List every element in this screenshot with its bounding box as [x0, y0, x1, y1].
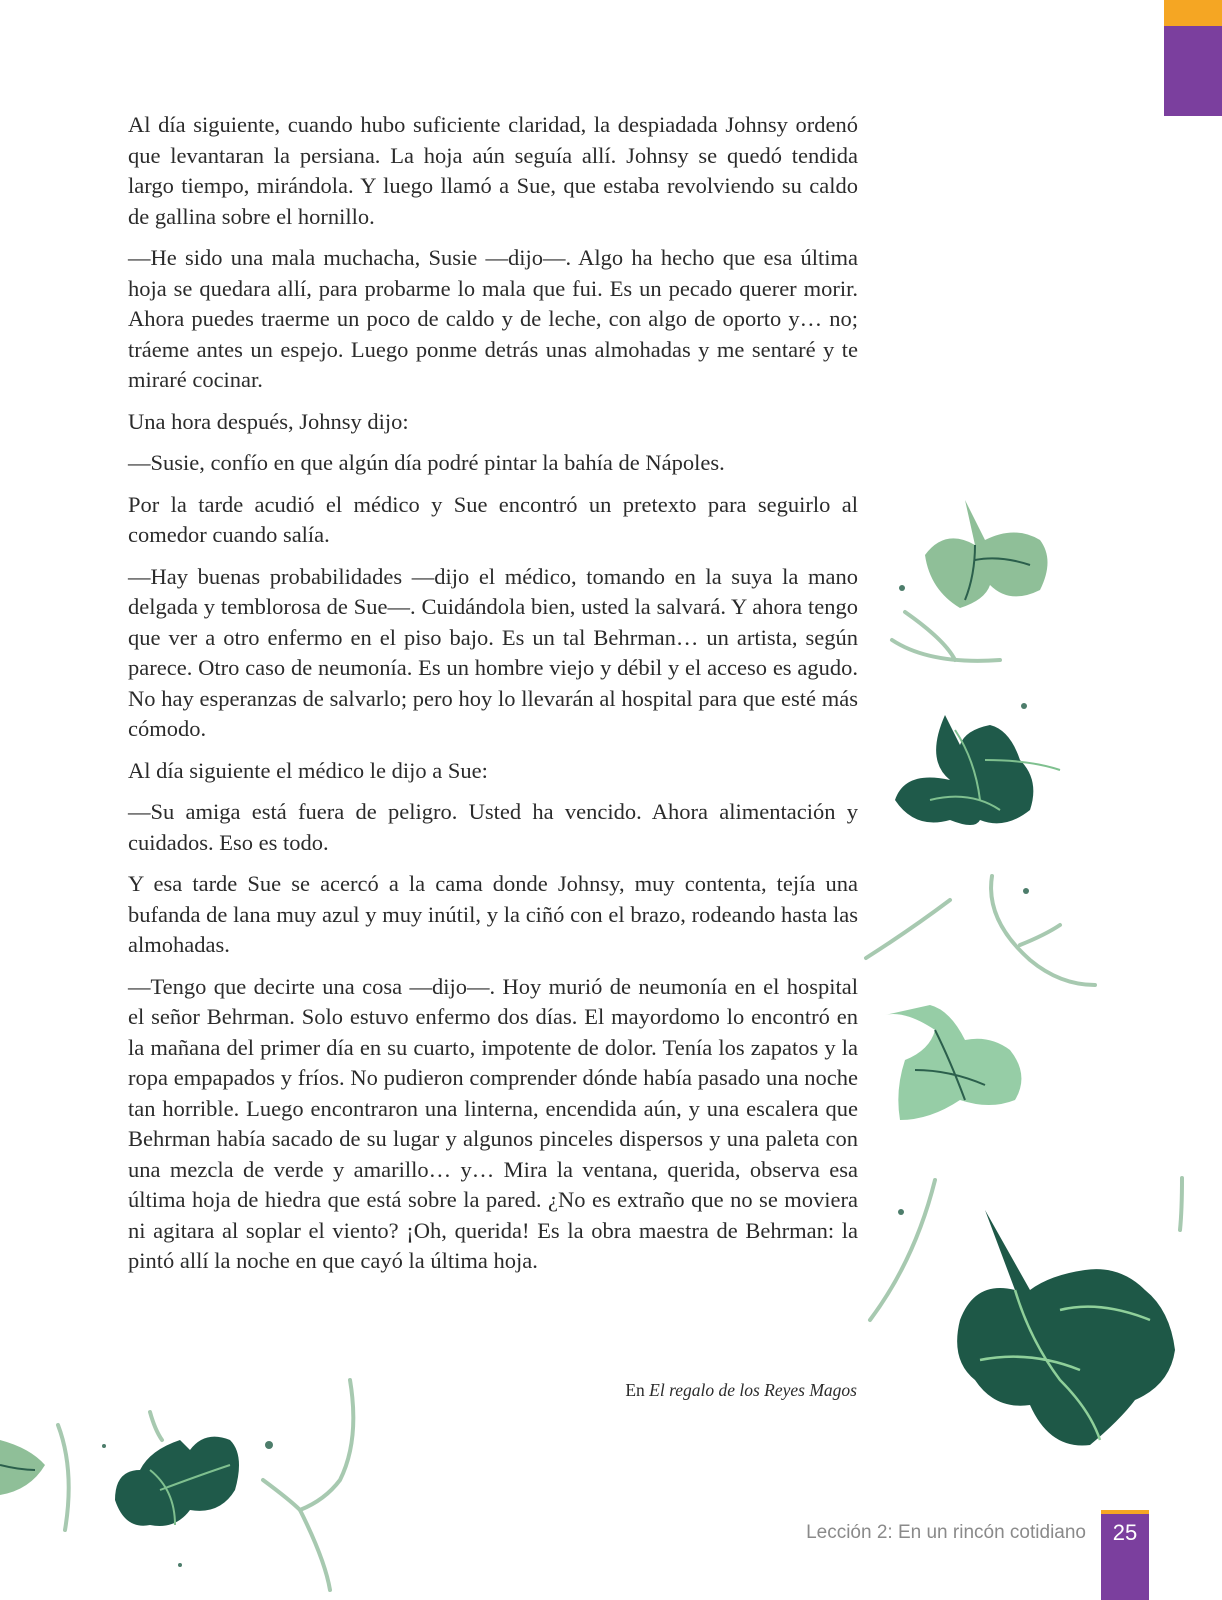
twig-icon	[866, 612, 1182, 1320]
corner-tab-orange	[1164, 0, 1222, 26]
leaf-icon	[0, 1440, 45, 1495]
source-citation	[625, 1380, 857, 1401]
paragraph: —Tengo que decirte una cosa —dijo—. Hoy murió de neumonía en el hospital el señor Behrman. Solo estuvo enfermo dos días. El mayordomo lo encontró en la mañana del primer día en su cuarto, impotente de dolor. Tenía los zapatos y la ropa empapados y fríos. No pudieron comprender dónde había pasado una noche tan horrible. Luego encontraron una linterna, encendida aún, y una escalera que Behrman había sacado de su lugar y algunos pinceles dispersos y una paleta con una mezcla de verde y amarillo… y… Mira la ventana, querida, observa esa última hoja de hiedra que está sobre la pared. ¿No es extraño que no se moviera ni agitara al soplar el viento? ¡Oh, querida! Es la obra maestra de Behrman: la pintó allí la noche en que cayó la última hoja.	[128, 973, 858, 1273]
source-title: El regalo de los Reyes Magos	[649, 1380, 857, 1400]
paragraph: Una hora después, Johnsy dijo:	[128, 408, 409, 434]
corner-tab	[1164, 0, 1222, 116]
paragraph: Por la tarde acudió el médico y Sue encontró un pretexto para seguirlo al comedor cuando salía.	[128, 491, 858, 547]
leaf-icon	[895, 715, 1060, 825]
leaf-icon	[957, 1210, 1175, 1446]
story-text	[128, 110, 858, 1288]
paragraph: —Hay buenas probabilidades —dijo el médico, tomando en la suya la mano delgada y temblorosa de Sue—. Cuidándola bien, usted la salvará. Y ahora tengo que ver a otro enfermo en el piso bajo. Es un tal Behrman… un artista, según parece. Otro caso de neumonía. Es un hombre viejo y débil y el acceso es agudo. No hay esperanzas de salvarlo; pero hoy lo llevarán al hospital para que esté más cómodo.	[128, 563, 858, 741]
source-prefix: En	[625, 1380, 645, 1400]
paragraph: —He sido una mala muchacha, Susie —dijo—. Algo ha hecho que esa última hoja se quedara allí, para probarme lo mala que fui. Es un pecado querer morir. Ahora puedes traerme un poco de caldo y de leche, con algo de oporto y… no; tráeme antes un espejo. Luego ponme detrás unas almohadas y me sentaré y te miraré cocinar.	[128, 245, 858, 392]
paragraph: Al día siguiente, cuando hubo suficiente claridad, la despiadada Johnsy ordenó que levantaran la persiana. La hoja aún seguía allí. Johnsy se quedó tendida largo tiempo, mirándola. Y luego llamó a Sue, que estaba revolviendo su caldo de gallina sobre el hornillo.	[128, 112, 858, 229]
twig-icon	[58, 1380, 353, 1590]
paragraph: Y esa tarde Sue se acercó a la cama donde Johnsy, muy contenta, tejía una bufanda de lana muy azul y muy inútil, y la ciñó con el brazo, rodeando hasta las almohadas.	[128, 871, 858, 957]
corner-tab-purple	[1164, 26, 1222, 116]
paragraph: Al día siguiente el médico le dijo a Sue:	[128, 757, 488, 783]
lesson-title: Lección 2: En un rincón cotidiano	[806, 1522, 1086, 1543]
paragraph: —Susie, confío en que algún día podré pintar la bahía de Nápoles.	[128, 450, 725, 475]
leaf-icon	[885, 1005, 1021, 1120]
paragraph: —Su amiga está fuera de peligro. Usted ha vencido. Ahora alimentación y cuidados. Eso es todo.	[128, 799, 858, 855]
page-number: 25	[1112, 1520, 1138, 1545]
leaf-icon	[115, 1437, 239, 1526]
page-number-box	[1101, 1510, 1149, 1600]
leaf-icon	[925, 500, 1048, 608]
